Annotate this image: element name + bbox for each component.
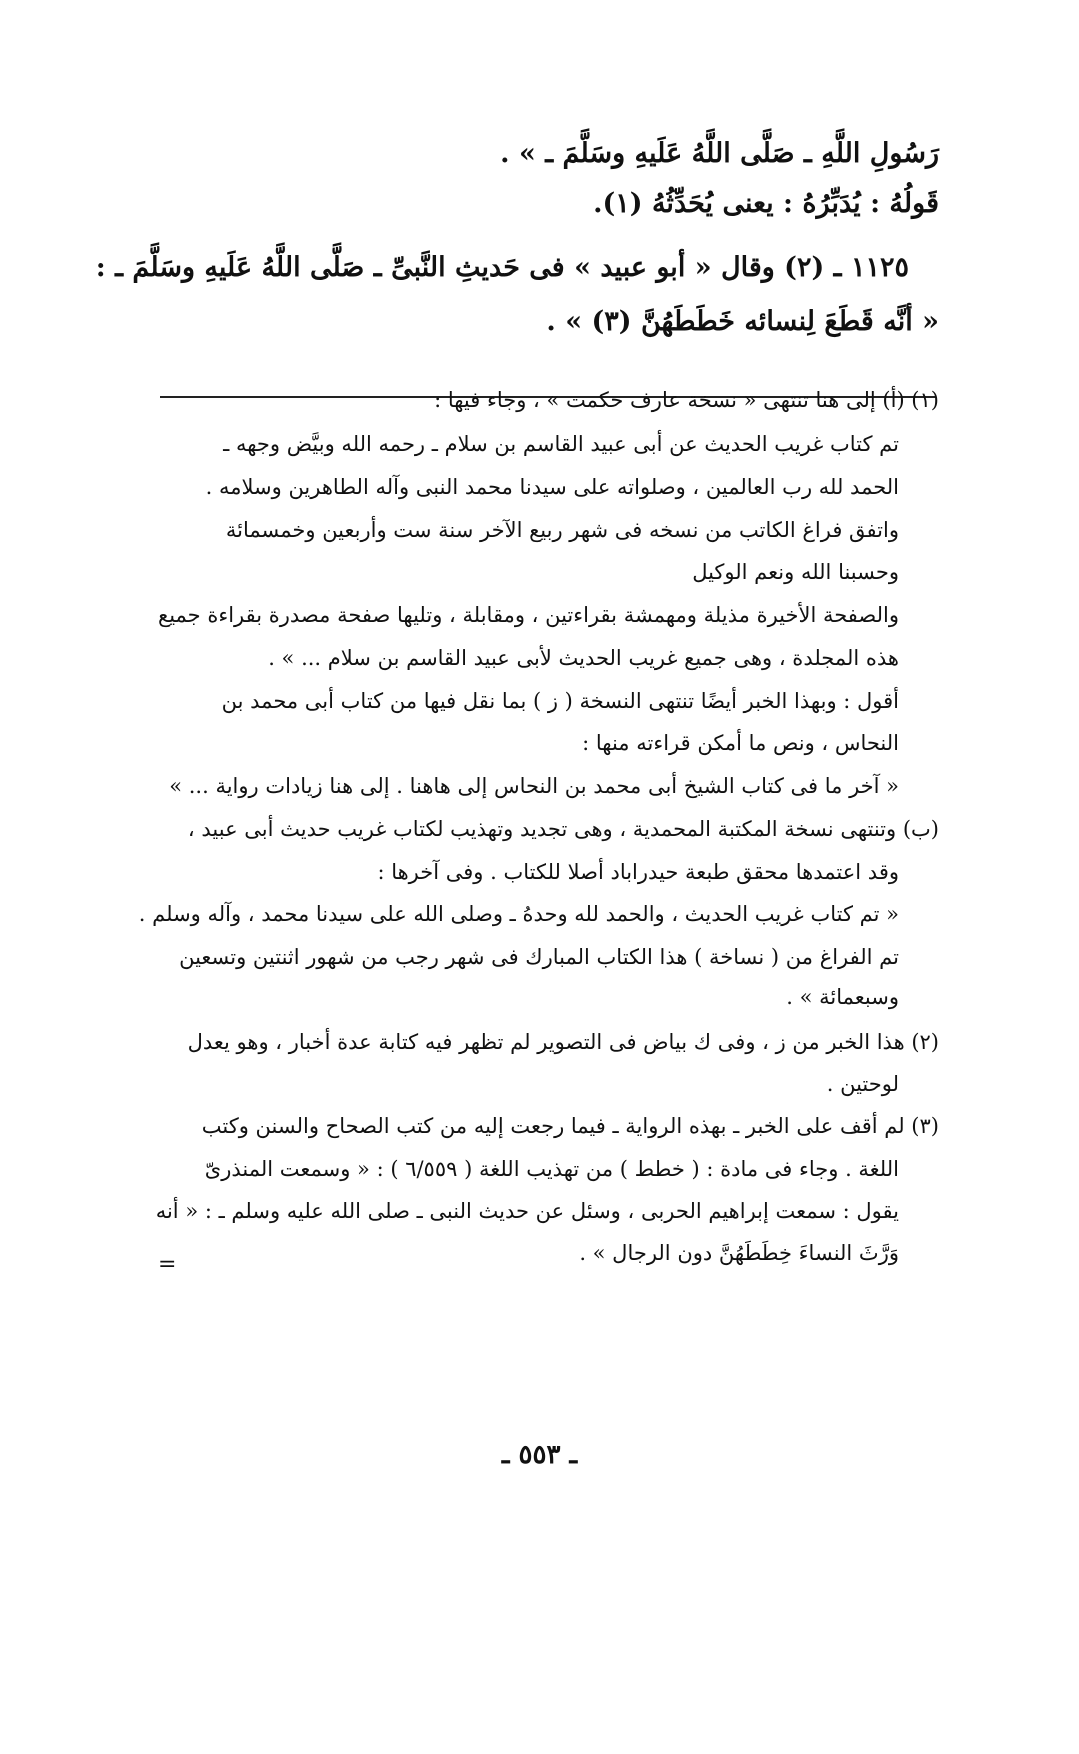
footnote-line: واتفق فراغ الكاتب من نسخه فى شهر ربيع الآخر سنة ست وأربعين وخمسمائة: [225, 518, 899, 542]
footnote-line: أقول : وبهذا الخبر أيضًا تنتهى النسخة ( ز ) بما نقل فيها من كتاب أبى محمد بن: [221, 689, 899, 713]
footnote-line: يقول : سمعت إبراهيم الحربى ، وسئل عن حديث النبى ـ صلى الله عليه وسلم ـ : « أنه: [155, 1199, 899, 1223]
main-text-line: قَولُهُ : يُدَبِّرُهُ : يعنى يُحَدِّثُهُ (١).: [593, 188, 939, 219]
footnote-line: وسبعمائة » .: [786, 985, 899, 1009]
footnote-line: « تم كتاب غريب الحديث ، والحمد لله وحدهُ ـ وصلى الله على سيدنا محمد ، وآله وسلم .: [138, 902, 899, 926]
footnote-line: « آخر ما فى كتاب الشيخ أبى محمد بن النحاس إلى هاهنا . إلى هنا زيادات رواية ... »: [169, 774, 899, 798]
footnote-line: وحسبنا الله ونعم الوكيل: [692, 560, 899, 584]
footnote-line: تم كتاب غريب الحديث عن أبى عبيد القاسم بن سلام ـ رحمه الله وبيَّض وجهه ـ: [223, 432, 899, 456]
footnote-line: (ب) وتنتهى نسخة المكتبة المحمدية ، وهى تجديد وتهذيب لكتاب غريب حديث أبى عبيد ،: [187, 817, 939, 841]
footnote-line: (٢) هذا الخبر من ز ، وفى ك بياض فى التصوير لم تظهر فيه كتابة عدة أخبار ، وهو يعدل: [187, 1030, 939, 1054]
footnote-line: وَرَّثَ النساءَ خِطَطَهُنَّ دون الرجال » .: [579, 1241, 899, 1265]
footnote-line: تم الفراغ من ( نساخة ) هذا الكتاب المبارك فى شهر رجب من شهور اثنتين وتسعين: [179, 945, 899, 969]
footnote-line: هذه المجلدة ، وهى جميع غريب الحديث لأبى عبيد القاسم بن سلام ... » .: [268, 646, 899, 670]
main-text-line: « أنَّه قَطَعَ لِنسائه خَطَطَهُنَّ (٣) » .: [546, 306, 939, 337]
footnote-line: (١) (أ) إلى هنا تنتهى « نسخة عارف حكمت » ، وجاء فيها :: [434, 388, 939, 412]
continuation-mark: =: [158, 1252, 177, 1277]
footnote-line: وقد اعتمدها محقق طبعة حيدراباد أصلا للكتاب . وفى آخرها :: [377, 860, 899, 884]
main-text-line: ١١٢٥ ـ (٢) وقال « أبو عبيد » فى حَديثِ النَّبىِّ ـ صَلَّى اللَّهُ عَلَيهِ وسَلَّمَ ـ :: [95, 252, 909, 283]
footnote-line: لوحتين .: [826, 1072, 899, 1096]
footnote-line: النحاس ، ونص ما أمكن قراءته منها :: [582, 731, 899, 755]
footnote-line: والصفحة الأخيرة مذيلة ومهمشة بقراءتين ، ومقابلة ، وتليها صفحة مصدرة بقراءة جميع: [158, 603, 899, 627]
footnote-line: (٣) لم أقف على الخبر ـ بهذه الرواية ـ فيما رجعت إليه من كتب الصحاح والسنن وكتب: [201, 1114, 939, 1138]
main-text-line: رَسُولِ اللَّهِ ـ صَلَّى اللَّهُ عَلَيهِ وسَلَّمَ ـ » .: [500, 138, 939, 169]
footnote-line: الحمد لله رب العالمين ، وصلواته على سيدنا محمد النبى وآله الطاهرين وسلامه .: [205, 475, 899, 499]
page-number: ـ ٥٥٣ ـ: [501, 1440, 578, 1470]
footnote-line: اللغة . وجاء فى مادة : ( خطط ) من تهذيب اللغة ( ٦/٥٥٩ ) : « وسمعت المنذرىّ: [204, 1157, 899, 1181]
